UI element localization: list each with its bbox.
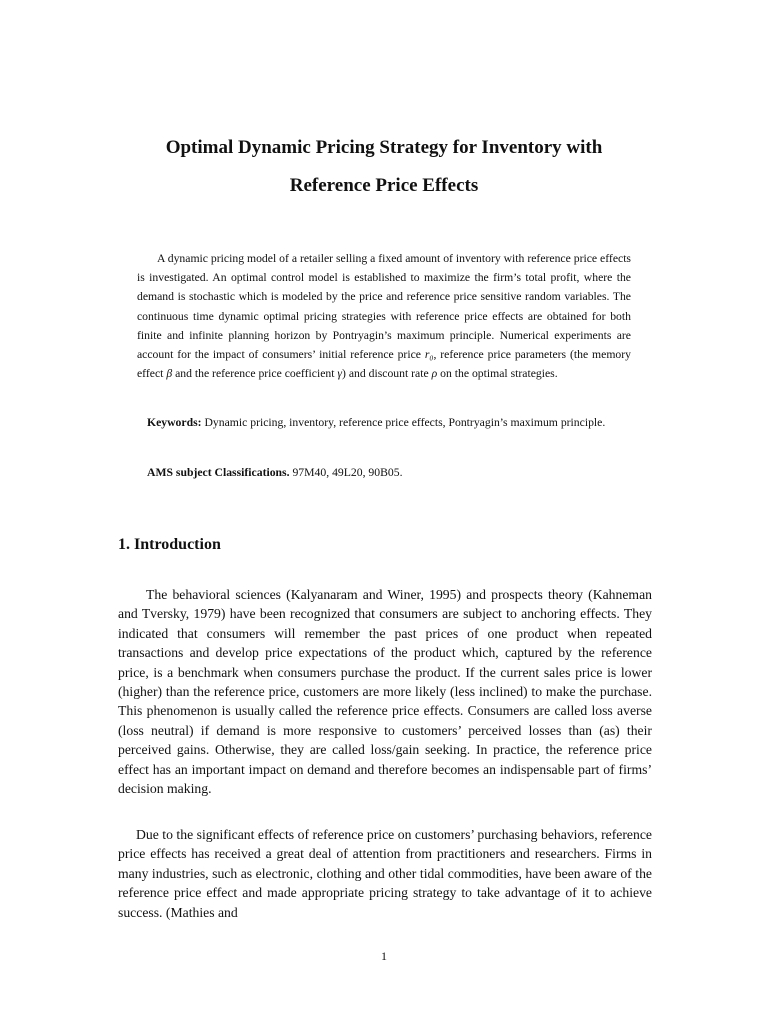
abstract-text-2: , reference price parameters (the memory effect	[137, 348, 631, 381]
introduction-paragraph-1: The behavioral sciences (Kalyanaram and Winer, 1995) and prospects theory (Kahneman and Tversky, 1979) have been recognized that consumers are subject to anchoring effects. They indicated that consumers will remember the past prices of one product when repeated transactions and develop price expectations of the product which, captured by the reference price, is a benchmark when consumers purchase the product. If the current sales price is lower (higher) than the reference price, customers are more likely (less inclined) to make the purchase. This phenomenon is usually called the reference price effects. Consumers are called loss averse (loss neutral) if demand is more responsive to customers’ perceived losses than (as) their perceived gains. Otherwise, they are called loss/gain seeking. In practice, the reference price effect has an important impact on demand and therefore becomes an indispensable part of firms’ decision making.	[118, 587, 652, 797]
keywords	[137, 413, 631, 432]
section-heading-introduction: 1. Introduction	[118, 536, 221, 553]
page-number: 1	[381, 949, 387, 963]
abstract-text-1: A dynamic pricing model of a retailer selling a fixed amount of inventory with reference price effects is investigated. An optimal control model is established to maximize the firm’s total profit, where the demand is stochastic which is modeled by the price and reference price sensitive random variables. The continuous time dynamic optimal pricing strategies with reference price effects are obtained for both finite and infinite planning horizon by Pontryagin’s maximum principle. Numerical experiments are account for the impact of consumers’ initial reference price	[137, 252, 631, 362]
ams-label: AMS subject Classifications.	[147, 466, 290, 479]
keywords-label: Keywords:	[147, 416, 202, 429]
ams-classifications	[147, 463, 631, 482]
keywords-text: Dynamic pricing, inventory, reference price effects, Pontryagin’s maximum principle.	[201, 416, 606, 429]
symbol-r0: r₀	[424, 348, 434, 362]
introduction-paragraph-2: Due to the significant effects of reference price on customers’ purchasing behaviors, reference price effects has received a great deal of attention from practitioners and researchers. Firms in many industries, such as electronic, clothing and other tidal commodities, have been aware of the reference price effect and made appropriate pricing strategy to take advantage of it to achieve success. (Mathies and	[118, 827, 652, 920]
abstract-text-5: on the optimal strategies.	[437, 367, 558, 381]
symbol-gamma: γ	[337, 367, 343, 381]
paper-title-line-2: Reference Price Effects	[289, 175, 479, 196]
symbol-beta: β	[166, 367, 173, 381]
abstract-text-4: ) and discount rate	[342, 367, 432, 381]
ams-text: 97M40, 49L20, 90B05.	[289, 466, 403, 479]
abstract-text-3: and the reference price coefficient	[172, 367, 338, 381]
paper-title-line-1: Optimal Dynamic Pricing Strategy for Inventory with	[165, 137, 603, 158]
symbol-rho: ρ	[431, 367, 438, 381]
abstract	[137, 249, 631, 383]
